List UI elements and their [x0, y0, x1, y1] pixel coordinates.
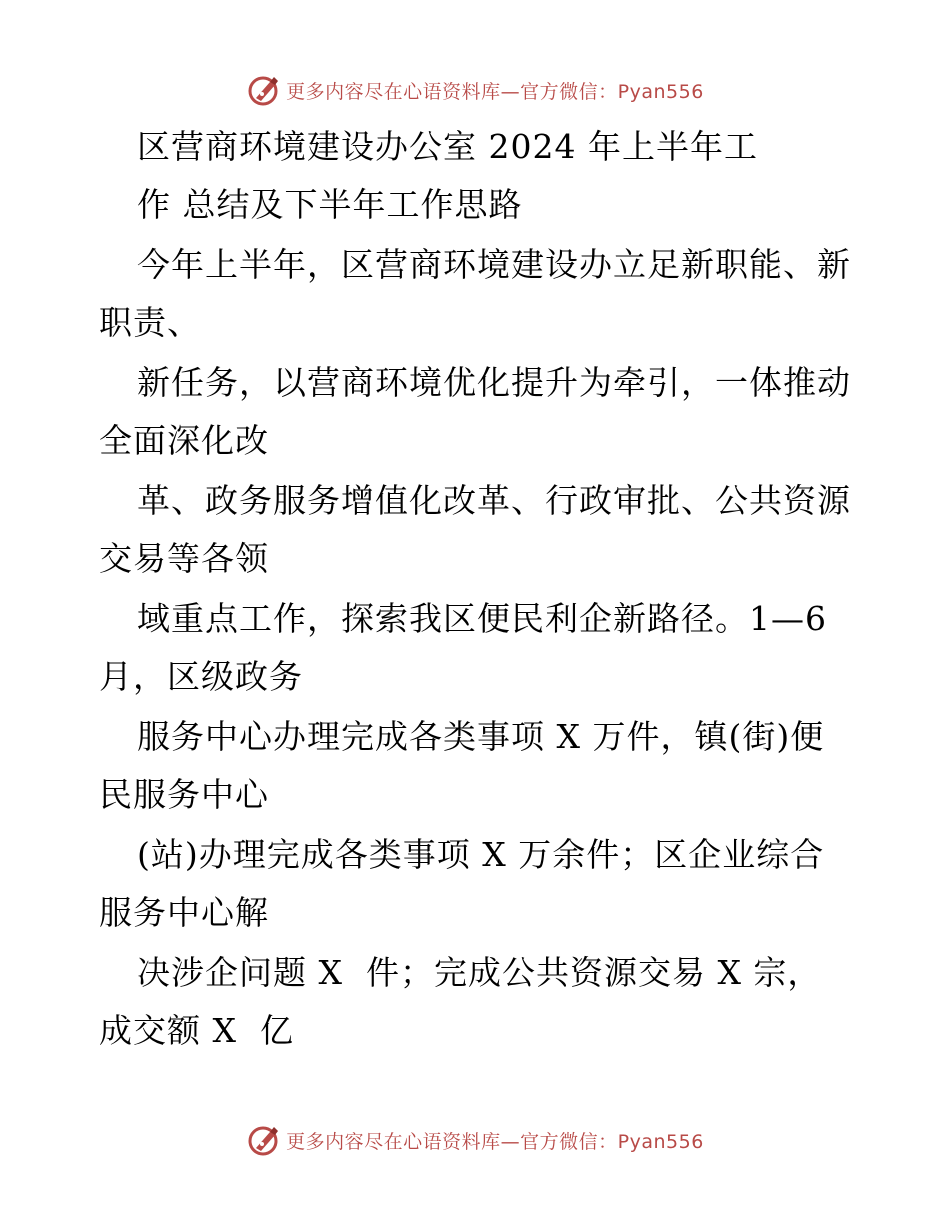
paragraph-line: 全面深化改	[99, 421, 269, 460]
paragraph-line: 服务中心解	[99, 893, 269, 932]
pen-nib-seal-icon	[246, 72, 282, 108]
watermark-text: 更多内容尽在心语资料库—官方微信：Pyan556	[286, 1130, 704, 1153]
paragraph-line: 交易等各领	[99, 539, 269, 578]
footer-watermark	[0, 1120, 950, 1160]
paragraph-line: 域重点工作，探索我区便民利企新路径。1—6	[137, 599, 827, 638]
paragraph-line: 新任务，以营商环境优化提升为牵引，一体推动	[137, 363, 851, 402]
paragraph-line: (站)办理完成各类事项 X 万余件；区企业综合	[137, 835, 825, 874]
header-watermark	[0, 70, 950, 110]
paragraph-line: 今年上半年，区营商环境建设办立足新职能、新	[137, 245, 851, 284]
paragraph-line: 决涉企问题 X 件；完成公共资源交易 X 宗，	[137, 953, 822, 992]
pen-nib-seal-icon	[246, 1122, 282, 1158]
watermark-text: 更多内容尽在心语资料库—官方微信：Pyan556	[286, 80, 704, 103]
paragraph-line: 月，区级政务	[99, 657, 303, 696]
paragraph-line: 革、政务服务增值化改革、行政审批、公共资源	[137, 481, 851, 520]
document-title-line-1: 区营商环境建设办公室 2024 年上半年工	[137, 127, 758, 166]
paragraph-line: 服务中心办理完成各类事项 X 万件，镇(街)便	[137, 717, 825, 756]
paragraph-line: 民服务中心	[99, 775, 269, 814]
paragraph-line: 职责、	[99, 303, 201, 342]
document-title-line-2: 作 总结及下半年工作思路	[137, 185, 523, 224]
paragraph-line: 成交额 X 亿	[99, 1011, 294, 1050]
